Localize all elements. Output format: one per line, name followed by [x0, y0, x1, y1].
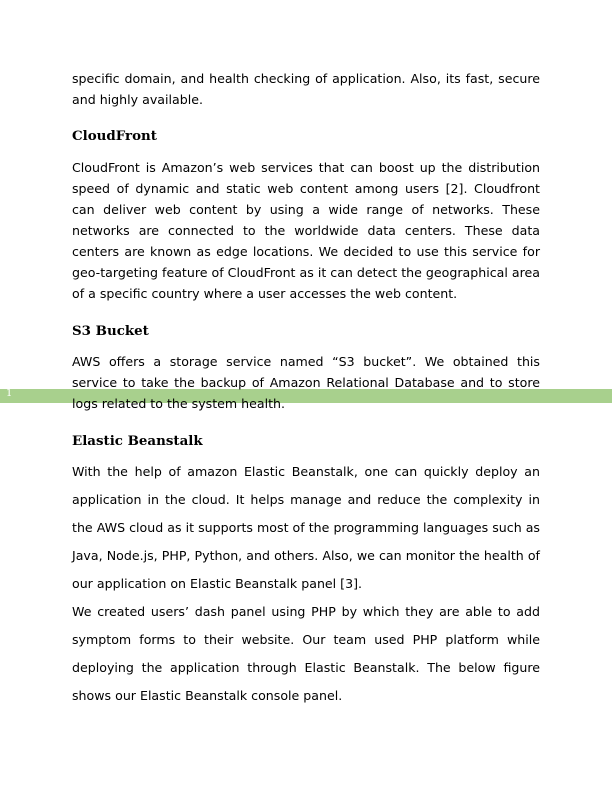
heading-cloudfront: CloudFront: [72, 128, 157, 144]
paragraph-elastic-beanstalk-2: We created users’ dash panel using PHP by which they are able to add symptom forms to their website. Our team used PHP platform while deploying the application through Elastic Beanstalk. The below figure shows our Elastic Beanstalk console panel.: [72, 604, 540, 703]
paragraph-elastic-beanstalk-1: With the help of amazon Elastic Beanstalk, one can quickly deploy an application in the cloud. It helps manage and reduce the complexity in the AWS cloud as it supports most of the programming languages such as Java, Node.js, PHP, Python, and others. Also, we can monitor the health of our application on Elastic Beanstalk panel [3].: [72, 464, 540, 591]
heading-elastic-beanstalk: Elastic Beanstalk: [72, 433, 203, 449]
paragraph-s3-bucket: AWS offers a storage service named “S3 bucket”. We obtained this service to take the backup of Amazon Relational Database and to store logs related to the system health.: [72, 354, 540, 411]
document-page: [72, 68, 540, 710]
heading-s3-bucket: S3 Bucket: [72, 323, 149, 339]
intro-paragraph: specific domain, and health checking of application. Also, its fast, secure and highly available.: [72, 71, 540, 107]
line-number-marker: 1: [6, 388, 13, 399]
paragraph-cloudfront: CloudFront is Amazon’s web services that can boost up the distribution speed of dynamic and static web content among users [2]. Cloudfront can deliver web content by using a wide range of networks. These networks are connected to the worldwide data centers. These data centers are known as edge locations. We decided to use this service for geo-targeting feature of CloudFront as it can detect the geographical area of a specific country where a user accesses the web content.: [72, 160, 540, 301]
